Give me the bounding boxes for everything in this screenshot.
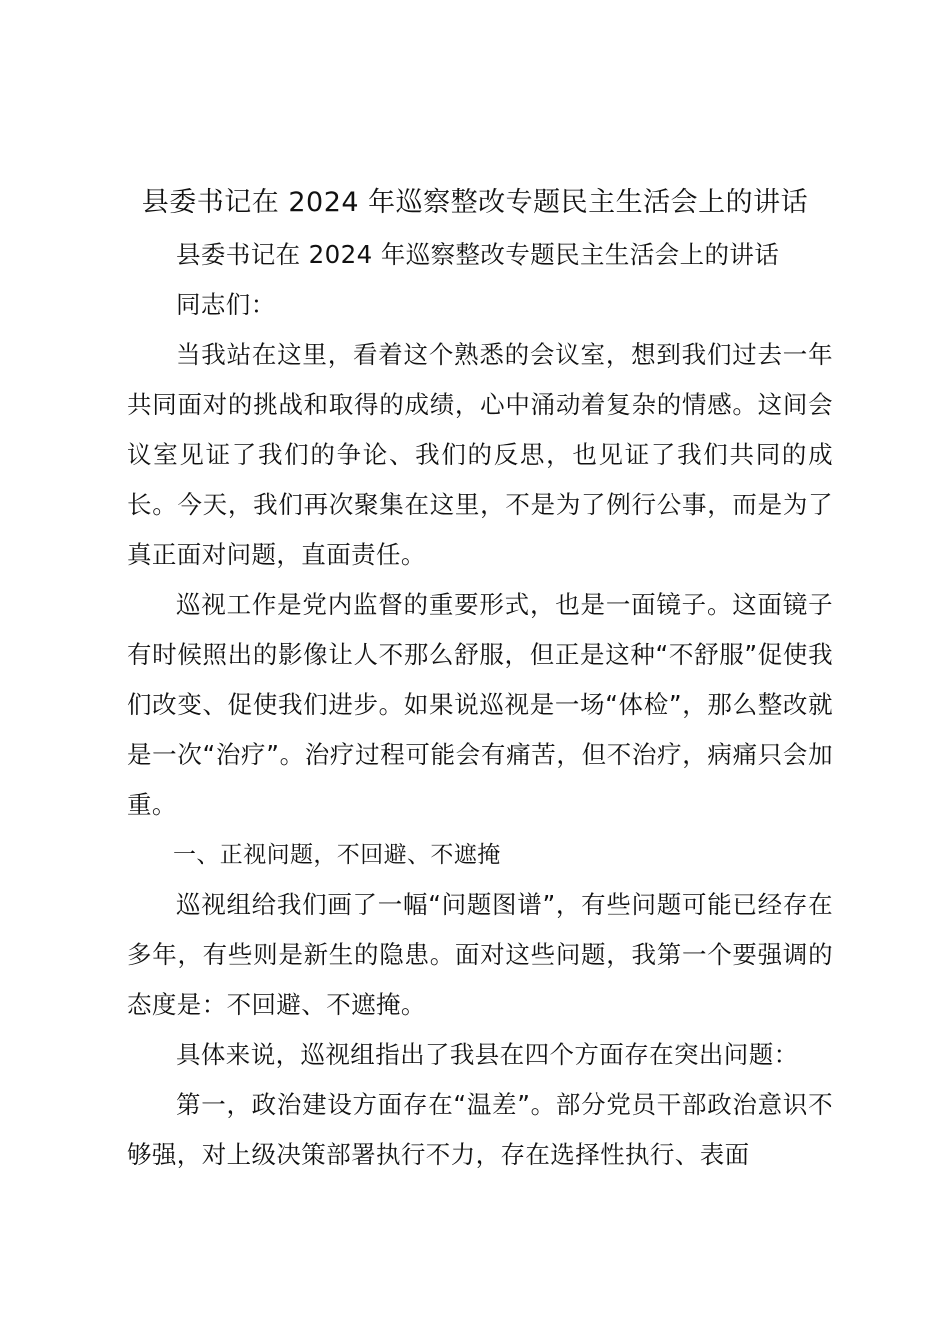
salutation-paragraph: 同志们： <box>176 290 276 319</box>
body-paragraph: 具体来说，巡视组指出了我县在四个方面存在突出问题： <box>176 1040 799 1069</box>
document-body <box>127 230 833 1180</box>
section-heading: 一、正视问题，不回避、不遮掩 <box>173 842 501 868</box>
subtitle-paragraph: 县委书记在 2024 年巡察整改专题民主生活会上的讲话 <box>176 240 780 269</box>
body-paragraph: 当我站在这里，看着这个熟悉的会议室，想到我们过去一年共同面对的挑战和取得的成绩，心中涌动着复杂的情感。这间会议室见证了我们的争论、我们的反思，也见证了我们共同的成长。今天，我们再次聚集在这里，不是为了例行公事，而是为了真正面对问题，直面责任。 <box>127 340 833 569</box>
body-paragraph: 巡视组给我们画了一幅“问题图谱”，有些问题可能已经存在多年，有些则是新生的隐患。面对这些问题，我第一个要强调的态度是：不回避、不遮掩。 <box>127 890 833 1019</box>
document-title: 县委书记在 2024 年巡察整改专题民主生活会上的讲话 <box>141 187 809 218</box>
body-paragraph: 第一，政治建设方面存在“温差”。部分党员干部政治意识不够强，对上级决策部署执行不力，存在选择性执行、表面 <box>127 1090 833 1169</box>
body-paragraph: 巡视工作是党内监督的重要形式，也是一面镜子。这面镜子有时候照出的影像让人不那么舒服，但正是这种“不舒服”促使我们改变、促使我们进步。如果说巡视是一场“体检”，那么整改就是一次“治疗”。治疗过程可能会有痛苦，但不治疗，病痛只会加重。 <box>127 590 833 819</box>
